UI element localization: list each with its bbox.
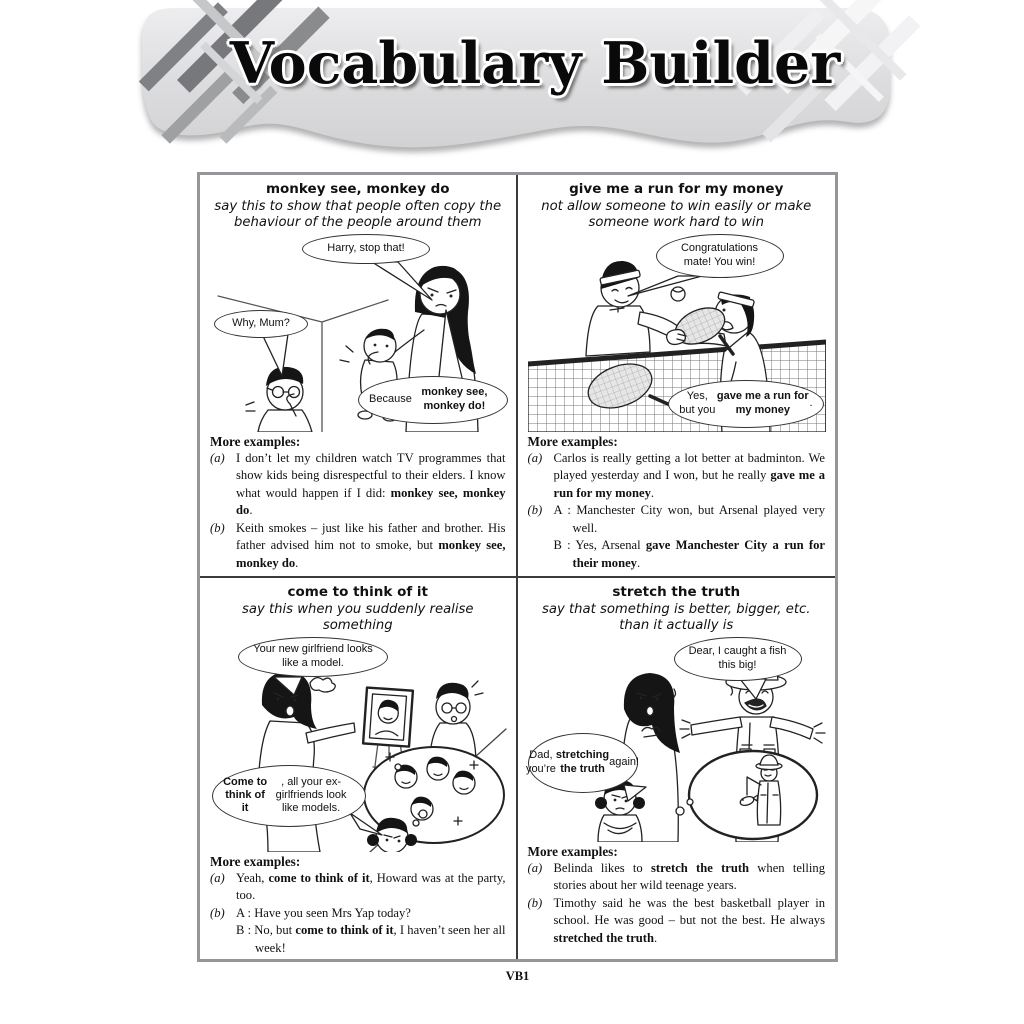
more-examples-heading: More examples: (210, 853, 301, 869)
idiom-card-monkey-see-monkey-do (200, 175, 518, 578)
page-title: Vocabulary Builder (229, 30, 841, 97)
idiom-definition: say this to show that people often copy the behaviour of the people around them (214, 198, 502, 230)
idiom-title: stretch the truth (612, 584, 741, 600)
more-examples-heading: More examples: (527, 433, 618, 449)
speech-bubble: Harry, stop that! (302, 234, 430, 264)
example-item (528, 860, 826, 895)
example-item (210, 870, 506, 905)
example-text: A : Have you seen Mrs Yap today? B : No, but come to think of it, I haven’t seen her all week! (236, 905, 506, 955)
page-number: VB1 (505, 969, 530, 983)
example-label: (a) (210, 870, 225, 885)
illustration-tennis (528, 234, 826, 432)
example-label: (a) (527, 860, 543, 875)
example-item (528, 502, 826, 572)
idiom-title: give me a run for my money (569, 181, 784, 197)
example-text: A : Manchester City won, but Arsenal played very well. B : Yes, Arsenal gave Manchester City a run for their money. (553, 503, 826, 570)
example-item (528, 895, 826, 948)
idiom-card-stretch-the-truth (518, 578, 836, 959)
more-examples-heading: More examples: (210, 433, 301, 449)
example-label: (b) (527, 895, 543, 910)
idiom-card-come-to-think-of-it (200, 578, 518, 959)
example-label: (b) (210, 905, 225, 920)
idiom-definition: not allow someone to win easily or make someone work hard to win (541, 198, 812, 230)
illustration-girlfriend-photo (210, 637, 506, 852)
idiom-title: come to think of it (287, 584, 429, 600)
example-text: I don’t let my children watch TV programmes that show kids being disrespectful to their elders. I know what would happen if I did: monkey see, monkey do. (236, 450, 506, 518)
example-item (210, 520, 506, 573)
example-item (210, 905, 506, 958)
speech-bubble: Come to think of it , all your ex-girlfriends look like models. (212, 765, 366, 827)
page-header (0, 0, 1024, 170)
example-label: (a) (210, 450, 225, 465)
example-label: (a) (527, 450, 543, 465)
speech-bubble: Dad, you’re stretching the truth again! (528, 733, 638, 793)
example-item (210, 450, 506, 520)
example-text: Timothy said he was the best basketball player in school. He was good – but not the best. He always stretched the truth. (553, 895, 825, 945)
illustration-monkey-see (210, 234, 506, 432)
idiom-definition: say this when you suddenly realise something (242, 601, 474, 633)
speech-bubble: Your new girlfriend looks like a model. (238, 637, 388, 677)
example-label: (b) (527, 503, 543, 518)
example-item (528, 450, 826, 503)
example-label: (b) (210, 520, 225, 535)
speech-bubble: Why, Mum? (214, 310, 308, 338)
speech-bubble: Congratulations mate! You win! (656, 234, 784, 278)
idiom-grid (197, 172, 838, 962)
example-text: Belinda likes to stretch the truth when telling stories about her wild teenage years. (553, 860, 825, 893)
speech-bubble: Yes, but you gave me a run for my money . (668, 380, 824, 428)
idiom-definition: say that something is better, bigger, etc. than it actually is (542, 601, 811, 633)
more-examples-heading: More examples: (527, 843, 618, 859)
idiom-title: monkey see, monkey do (265, 181, 450, 197)
speech-bubble: Dear, I caught a fish this big! (674, 637, 802, 681)
example-text: Keith smokes – just like his father and brother. His father advised him not to smoke, but monkey see, monkey do. (236, 520, 506, 570)
example-text: Carlos is really getting a lot better at badminton. We played yesterday and I won, but he really gave me a run for my money. (553, 450, 826, 500)
illustration-fisherman (525, 637, 826, 842)
example-text: Yeah, come to think of it, Howard was at the party, too. (236, 870, 506, 903)
speech-bubble: Because monkey see, monkey do! (358, 376, 508, 424)
idiom-card-run-for-my-money (518, 175, 836, 578)
